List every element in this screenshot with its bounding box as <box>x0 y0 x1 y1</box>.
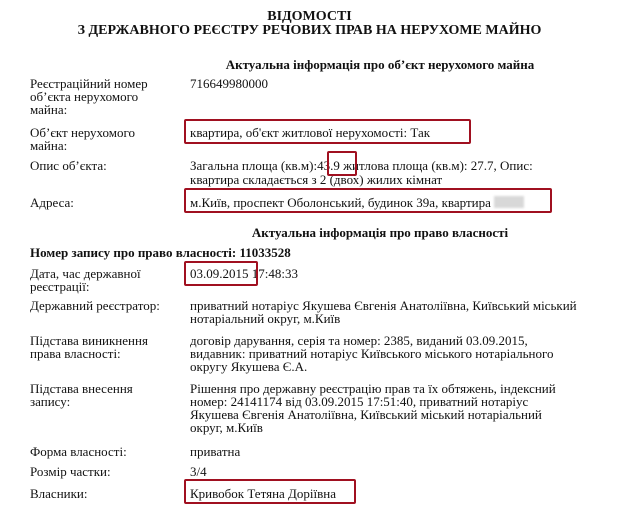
date-highlight-box <box>184 261 258 286</box>
address-label: Адреса: <box>30 195 74 210</box>
object-highlight-box <box>184 119 471 144</box>
reg-number-value: 716649980000 <box>190 76 268 91</box>
registrar-value: приватний нотаріус Якушева Євгенія Анатоліївна, Київський міський нотаріальний округ, м.Київ <box>190 298 577 326</box>
registration-date-value: 03.09.2015 17:48:33 <box>190 266 298 281</box>
document-title-line2: З ДЕРЖАВНОГО РЕЄСТРУ РЕЧОВИХ ПРАВ НА НЕРУХОМЕ МАЙНО <box>77 23 542 38</box>
owners-label: Власники: <box>30 486 88 501</box>
ownership-form-label: Форма власності: <box>30 444 127 459</box>
ownership-basis-value: договір дарування, серія та номер: 2385, виданий 03.09.2015, видавник: приватний нотаріус Київського міського нотаріального округу Якушева Є.А. <box>190 333 554 374</box>
registrar-label: Державний реєстратор: <box>30 298 160 313</box>
address-value: м.Київ, проспект Оболонський, будинок 39а, квартира <box>190 196 524 209</box>
object-value: квартира, об'єкт житлової нерухомості: Так <box>190 125 431 140</box>
reg-number-label: Реєстраційний номер об’єкта нерухомого майна: <box>30 76 148 117</box>
owners-highlight-box <box>184 479 356 504</box>
ownership-basis-label: Підстава виникнення права власності: <box>30 333 148 361</box>
description-line2: квартира складається з 2 (двох) жилих кімнат <box>190 172 443 187</box>
description-area: 43.9 <box>317 158 340 173</box>
registration-date-label: Дата, час державної реєстрації: <box>30 266 141 294</box>
record-number: Номер запису про право власності: 11033528 <box>30 245 291 260</box>
entry-basis-label: Підстава внесення запису: <box>30 381 133 409</box>
object-section-heading: Актуальна інформація про об’єкт нерухомого майна <box>225 57 535 72</box>
object-label: Об’єкт нерухомого майна: <box>30 125 136 153</box>
share-size-label: Розмір частки: <box>30 464 111 479</box>
ownership-form-value: приватна <box>190 444 241 459</box>
ownership-section-heading: Актуальна інформація про право власності <box>251 225 509 240</box>
owners-value: Кривобок Тетяна Доріївна <box>190 486 336 501</box>
area-highlight-box <box>327 151 357 176</box>
entry-basis-value: Рішення про державну реєстрацію прав та їх обтяжень, індексний номер: 24141174 від 03.09.2015 17:51:40, приватний нотаріус Якушева Євгенія Анатоліївна, Київський міський нотаріальний округ, м.Київ <box>190 381 556 435</box>
description-label: Опис об’єкта: <box>30 158 107 173</box>
share-size-value: 3/4 <box>190 464 207 479</box>
document-title-line1: ВІДОМОСТІ <box>267 9 352 24</box>
description-line1: Загальна площа (кв.м):43.9 житлова площа (кв.м): 27.7, Опис: <box>190 158 533 173</box>
address-highlight-box <box>184 188 552 213</box>
